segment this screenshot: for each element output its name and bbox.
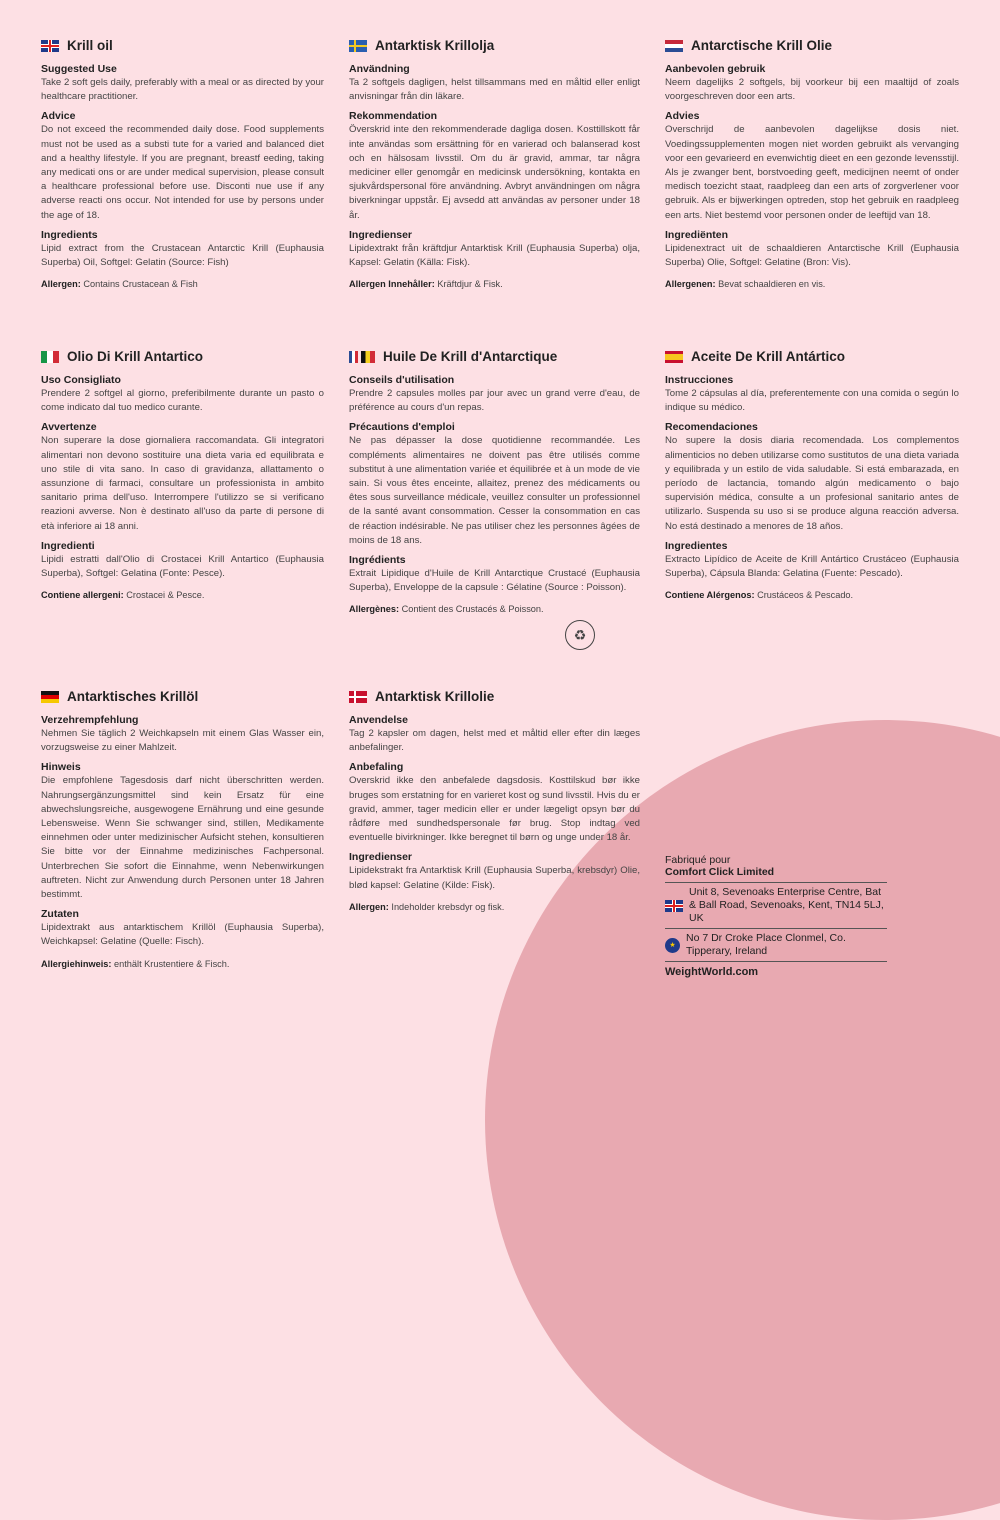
allergen-line: Allergiehinweis: enthält Krustentiere & Fisch. xyxy=(41,958,230,969)
text-ingredients: Lipidextrakt från kräftdjur Antarktisk Krill (Euphausia Superba) olja, Kapsel: Gelatin (Källa: Fisk). xyxy=(349,242,640,269)
section-se xyxy=(349,38,640,289)
section-title xyxy=(349,38,640,53)
section-title xyxy=(349,349,640,364)
allergen-line: Allergen Innehåller: Kräftdjur & Fisk. xyxy=(349,279,503,290)
heading-use: Anvendelse xyxy=(349,714,408,726)
heading-use: Uso Consigliato xyxy=(41,374,121,386)
sweden-flag-icon xyxy=(349,40,367,52)
text-advice: Die empfohlene Tagesdosis darf nicht überschritten werden. Nahrungsergänzungsmittel sind kein Ersatz für eine abwechslungsreiche, ausgewogene Ernährung und eine gesunde Lebensweise. Wenn Sie schwanger sind, stillen, Medikamente einnehmen oder unter medizinischer Aufsicht stehen, konsultieren Sie bitte vor der Einnahme medizinisches Fachpersonal. Unterbrechen Sie sofort die Einnahme, wenn Nebenwirkungen auftreten. Nicht zur Anwendung durch Personen unter 18 Jahren bestimmt. xyxy=(41,775,324,901)
denmark-flag-icon xyxy=(349,691,367,703)
title-text: Antarktisk Krillolie xyxy=(375,689,495,704)
text-advice: Överskrid inte den rekommenderade dagliga dosen. Kosttillskott får inte användas som ersättning för en varierad och balanserad kost och en hälsosam livsstil. Om du är gravid, ammar, tar några mediciner eller genomgår en medicinsk undersökning, kontakta en sjukvårdspersonal före användning. Avbryt användningen om några biverkningar uppstår. Ej avsedd att användas av personer under 18 år. xyxy=(349,124,640,221)
text-use: Nehmen Sie täglich 2 Weichkapseln mit einem Glas Wasser ein, vorzugsweise zu einer Mahlzeit. xyxy=(41,728,324,754)
heading-advice: Avvertenze xyxy=(41,421,97,434)
heading-use: Suggested Use xyxy=(41,63,117,75)
heading-ingredients: Ingrédients xyxy=(349,554,406,567)
text-ingredients: Lipid extract from the Crustacean Antarctic Krill (Euphausia Superba) Oil, Softgel: Gelatin (Source: Fish) xyxy=(41,242,324,269)
title-text: Krill oil xyxy=(67,38,113,53)
text-ingredients: Lipidekstrakt fra Antarktisk Krill (Euphausia Superba, krebsdyr) Olie, blød kapsel: Gelatine (Kilde: Fisk). xyxy=(349,865,640,891)
text-use: Prendere 2 softgel al giorno, preferibilmente durante un pasto o come indicato dal tuo medico curante. xyxy=(41,388,324,414)
allergen-line: Allergenen: Bevat schaaldieren en vis. xyxy=(665,279,826,290)
section-title xyxy=(41,349,324,364)
heading-ingredients: Ingredienti xyxy=(41,539,95,552)
company-name: Comfort Click Limited xyxy=(665,866,775,878)
text-ingredients: Lipidenextract uit de schaaldieren Antarctische Krill (Euphausia Superba) Olie, Softgel: Gelatine (Bron: Vis). xyxy=(665,242,959,269)
heading-advice: Hinweis xyxy=(41,761,81,774)
belgium-flag-icon xyxy=(361,351,375,363)
heading-advice: Rekommendation xyxy=(349,110,438,123)
section-title xyxy=(41,38,324,53)
heading-advice: Recomendaciones xyxy=(665,421,758,434)
section-fr xyxy=(349,349,640,614)
section-de xyxy=(41,689,324,969)
heading-advice: Advies xyxy=(665,110,700,123)
website-link[interactable]: WeightWorld.com xyxy=(665,966,759,978)
heading-ingredients: Ingredienser xyxy=(349,851,413,864)
heading-use: Conseils d'utilisation xyxy=(349,374,455,386)
heading-advice: Advice xyxy=(41,110,76,123)
heading-use: Instrucciones xyxy=(665,374,734,386)
ireland-address: ★ No 7 Dr Croke Place Clonmel, Co. Tipperary, Ireland xyxy=(665,929,887,961)
text-ingredients: Extracto Lipídico de Aceite de Krill Antártico Crustáceo (Euphausia Superba), Cápsula Blanda: Gelatina (Fuente: Pescado). xyxy=(665,553,959,580)
heading-use: Användning xyxy=(349,63,410,75)
uk-flag-icon xyxy=(41,40,59,52)
heading-ingredients: Ingredienser xyxy=(349,228,413,241)
title-text: Antarktisches Krillöl xyxy=(67,689,199,704)
germany-flag-icon xyxy=(41,691,59,703)
section-es xyxy=(665,349,959,600)
section-title xyxy=(665,38,959,53)
title-text: Antarctische Krill Olie xyxy=(691,38,833,53)
allergen-line: Contiene Alérgenos: Crustáceos & Pescado. xyxy=(665,590,854,601)
allergen-line: Allergen: Indeholder krebsdyr og fisk. xyxy=(349,901,505,912)
text-use: Prendre 2 capsules molles par jour avec un grand verre d'eau, de préférence au cours d'un repas. xyxy=(349,388,640,414)
title-text: Olio Di Krill Antartico xyxy=(67,349,204,364)
france-flag-icon xyxy=(349,351,358,363)
text-ingredients: Extrait Lipidique d'Huile de Krill Antarctique Crustacé (Euphausia Superba), Enveloppe de la capsule : Gélatine (Source : Poisson). xyxy=(349,568,640,594)
title-text: Antarktisk Krillolja xyxy=(375,38,495,53)
allergen-line: Contiene allergeni: Crostacei & Pesce. xyxy=(41,590,205,601)
netherlands-flag-icon xyxy=(665,40,683,52)
allergen-line: Allergen: Contains Crustacean & Fish xyxy=(41,279,198,290)
section-en xyxy=(41,38,324,289)
text-use: Take 2 soft gels daily, preferably with a meal or as directed by your healthcare practitioner. xyxy=(41,77,324,103)
section-it xyxy=(41,349,324,600)
text-ingredients: Lipidextrakt aus antarktischem Krillöl (Euphausia Superba), Weichkapsel: Gelatine (Quelle: Fisch). xyxy=(41,922,324,948)
eu-flag-icon: ★ xyxy=(665,938,680,953)
text-advice: Do not exceed the recommended daily dose. Food supplements must not be used as a substi tute for a varied and balanced diet and a healthy lifestyle. If you are pregnant, breastf eeding, taking any medicati ons or are under medical supervision, please consult a healthcare professional before use. Disconti nue use if any adverse reacti ons occur. Not intended for use by persons under the age of 18. xyxy=(41,124,324,221)
spain-flag-icon xyxy=(665,351,683,363)
text-advice: Non superare la dose giornaliera raccomandata. Gli integratori alimentari non devono sostituire una dieta varia ed equilibrata e uno stile di vita sano. In caso di gravidanza, allattamento o assunzione di farmaci, consultare un professionista in ambito sanitario prima dell'uso. Interrompere l'utilizzo se si verificano reazioni avverse. Non è destinato all'uso da parte di persone di età inferiore ai 18 anni. xyxy=(41,435,324,532)
uk-address: Unit 8, Sevenoaks Enterprise Centre, Bat & Ball Road, Sevenoaks, Kent, TN14 5LJ, UK xyxy=(665,883,887,928)
text-use: Neem dagelijks 2 softgels, bij voorkeur bij een maaltijd of zoals voorgeschreven door een arts. xyxy=(665,77,959,103)
manufactured-for-label: Fabriqué pour xyxy=(665,854,731,866)
italy-flag-icon xyxy=(41,351,59,363)
text-advice: No supere la dosis diaria recomendada. Los complementos alimenticios no deben utilizarse como sustitutos de una dieta variada y equilibrada y un estilo de vida saludable. Si está embarazada, en período de lactancia, tomando algún medicamento o bajo supervisión médica, consulte a un profesional sanitario antes de utilizarlo. Suspenda su uso si se produce alguna reacción adversa. No está destinado a menores de 18 años. xyxy=(665,435,959,532)
text-use: Ta 2 softgels dagligen, helst tillsammans med en måltid eller enligt anvisningar från din läkare. xyxy=(349,77,640,103)
heading-ingredients: Ingredientes xyxy=(665,539,728,552)
heading-use: Verzehrempfehlung xyxy=(41,714,139,726)
heading-advice: Précautions d'emploi xyxy=(349,421,455,434)
heading-ingredients: Zutaten xyxy=(41,908,79,921)
heading-ingredients: Ingrediënten xyxy=(665,228,729,241)
uk-flag-icon xyxy=(665,900,683,912)
section-title xyxy=(665,349,959,364)
heading-ingredients: Ingredients xyxy=(41,228,98,241)
text-advice: Overskrid ikke den anbefalede dagsdosis. Kosttilskud bør ikke bruges som erstatning for en varieret kost og sund livsstil. Hvis du er gravid, ammer, tager medicin eller er under lægeligt opsyn bør du rådføre med sundhedspersonale før brug. Stop indtag ved eventuelle bivirkninger. Ikke beregnet til børn og unge under 18 år. xyxy=(349,775,640,844)
manufacturer-info xyxy=(665,854,887,978)
recycle-icon: ♻ xyxy=(565,620,595,650)
text-use: Tag 2 kapsler om dagen, helst med et måltid eller efter din læges anbefalinger. xyxy=(349,728,640,754)
title-text: Huile De Krill d'Antarctique xyxy=(383,349,558,364)
section-title xyxy=(349,689,640,704)
text-ingredients: Lipidi estratti dall'Olio di Crostacei Krill Antartico (Euphausia Superba), Softgel: Gelatina (Fonte: Pesce). xyxy=(41,553,324,580)
text-advice: Overschrijd de aanbevolen dagelijkse dosis niet. Voedingssupplementen mogen niet worden gebruikt als vervanging voor een gevarieerd en evenwichtig dieet en een gezonde levensstijl. Als je zwanger bent, borstvoeding geeft, medicijnen neemt of onder medisch toezicht staat, raadpleeg dan een arts of zorgverlener voor gebruik. Als er bijwerkingen optreden, stop het gebruik en raadpleeg een arts. Niet bestemd voor personen onder de leeftijd van 18. xyxy=(665,124,959,221)
title-text: Aceite De Krill Antártico xyxy=(691,349,846,364)
section-nl xyxy=(665,38,959,289)
allergen-line: Allergènes: Contient des Crustacés & Poisson. xyxy=(349,604,544,615)
section-title xyxy=(41,689,324,704)
heading-advice: Anbefaling xyxy=(349,761,404,774)
text-use: Tome 2 cápsulas al día, preferentemente con una comida o según lo indique su médico. xyxy=(665,388,959,414)
text-advice: Ne pas dépasser la dose quotidienne recommandée. Les compléments alimentaires ne doivent pas être utilisés comme substitut à une alimentation variée et équilibrée et à un mode de vie sain. Si vous êtes enceinte, allaitez, prenez des médicaments ou êtes sous surveillance médicale, veuillez consulter un professionnel de la santé avant consommation. Cesser la consommation en cas de réaction indésirable. Ne pas utiliser chez les personnes âgées de moins de 18 ans. xyxy=(349,435,640,546)
section-dk xyxy=(349,689,640,912)
heading-use: Aanbevolen gebruik xyxy=(665,63,766,75)
